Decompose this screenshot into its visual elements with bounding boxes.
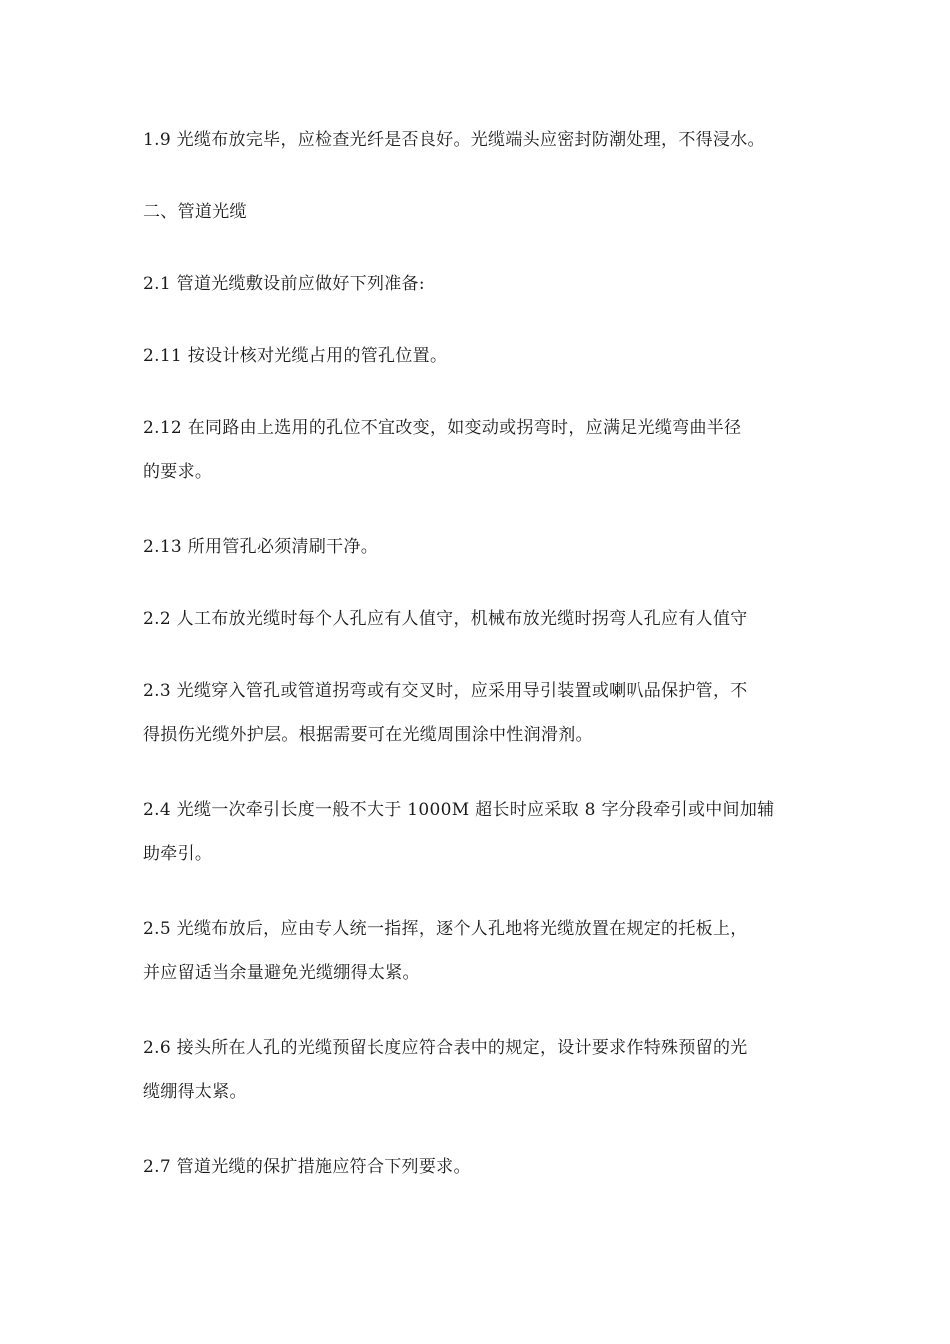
paragraph-2-5 [143,907,813,995]
text-line: 助牵引。 [143,844,213,864]
text-line: 2.6 接头所在人孔的光缆预留长度应符合表中的规定，设计要求作特殊预留的光 [143,1038,748,1058]
paragraph-2-11 [143,334,813,378]
text-line: 2.13 所用管孔必须清刷干净。 [143,537,379,557]
text-line: 并应留适当余量避免光缆绷得太紧。 [143,963,420,983]
paragraph-2-6 [143,1026,813,1114]
text-line: 2.3 光缆穿入管孔或管道拐弯或有交叉时，应采用导引装置或喇叭品保护管，不 [143,681,748,701]
text-line: 2.4 光缆一次牵引长度一般不大于 1000M 超长时应采取 8 字分段牵引或中间加辅 [143,800,775,820]
text-line: 得损伤光缆外护层。根据需要可在光缆周围涂中性润滑剂。 [143,725,593,745]
text-line: 缆绷得太紧。 [143,1082,247,1102]
text-line: 1.9 光缆布放完毕，应检查光纤是否良好。光缆端头应密封防潮处理，不得浸水。 [143,130,765,150]
paragraph-2-7 [143,1145,813,1189]
text-line: 的要求。 [143,462,213,482]
text-line: 2.5 光缆布放后，应由专人统一指挥，逐个人孔地将光缆放置在规定的托板上， [143,919,748,939]
text-line: 2.2 人工布放光缆时每个人孔应有人值守，机械布放光缆时拐弯人孔应有人值守 [143,609,748,629]
text-line: 二、管道光缆 [143,202,247,222]
section-heading-pipeline-cable [143,190,813,234]
paragraph-1-9 [143,118,813,162]
paragraph-2-1 [143,262,813,306]
text-line: 2.12 在同路由上选用的孔位不宜改变，如变动或拐弯时，应满足光缆弯曲半径 [143,418,742,438]
text-line: 2.11 按设计核对光缆占用的管孔位置。 [143,346,448,366]
paragraph-2-13 [143,525,813,569]
text-line: 2.7 管道光缆的保扩措施应符合下列要求。 [143,1157,471,1177]
paragraph-2-4 [143,788,813,876]
paragraph-2-2 [143,597,813,641]
paragraph-2-12 [143,406,813,494]
paragraph-2-3 [143,669,813,757]
text-line: 2.1 管道光缆敷设前应做好下列准备: [143,274,425,294]
